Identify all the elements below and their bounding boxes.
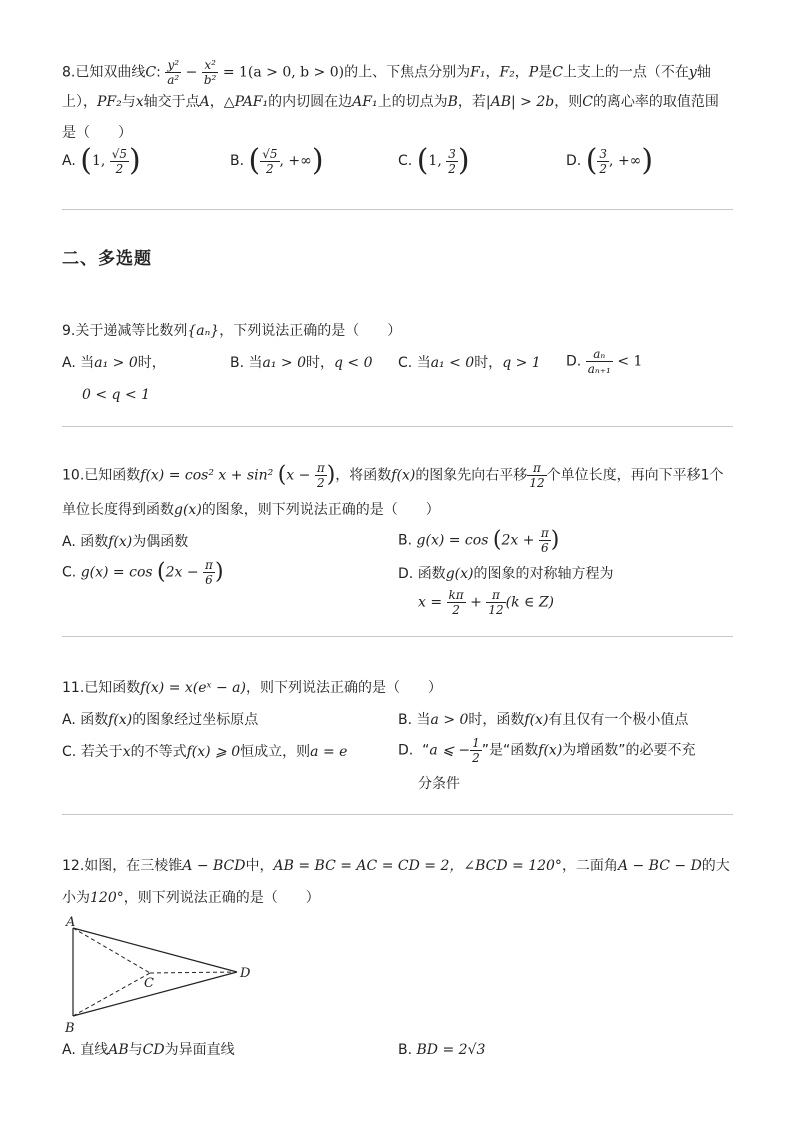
q9-option-c[interactable] xyxy=(398,353,541,373)
q8-text: 轴交于点 xyxy=(143,94,200,110)
edge-BD xyxy=(73,972,237,1016)
q9-b-cond: a₁ > 0 xyxy=(262,355,307,371)
q8-text: 是 xyxy=(538,64,553,81)
q8-var-PF2: PF₂ xyxy=(97,94,122,110)
q8-b-frac: $\frac{√5}{2}$ xyxy=(262,146,278,176)
q8-option-d[interactable]: D. ( $\frac{3}{2}$ , +∞) xyxy=(566,143,654,178)
q11-fx: f(x) = x(eˣ − a) xyxy=(140,680,246,696)
q8-a-frac: $\frac{√5}{2}$ xyxy=(111,146,128,176)
option-label: D. xyxy=(398,742,414,759)
q11-c-text2: 的不等式 xyxy=(130,744,187,760)
divider xyxy=(62,814,733,815)
q12-text: 12.如图，在三棱锥 xyxy=(62,858,183,874)
option-label: B. xyxy=(230,355,245,371)
q12-option-b[interactable] xyxy=(398,1040,485,1060)
option-label: B. xyxy=(398,1042,413,1058)
q9-c-cond: a₁ < 0 xyxy=(430,355,475,371)
divider xyxy=(62,209,733,210)
q8-option-a[interactable]: A. (1, $\frac{√5}{2}$ ) xyxy=(62,143,141,178)
vertex-label-C: C xyxy=(144,976,154,991)
q9-text: ，下列说法正确的是（ ） xyxy=(219,323,402,339)
vertex-label-B: B xyxy=(65,1021,75,1036)
q10-stem-line2 xyxy=(62,500,440,520)
q9-option-b[interactable] xyxy=(230,353,373,373)
q10-option-c[interactable]: C. g(x) = cos (2x − $\frac{\pi}{6}$ ) xyxy=(62,558,224,587)
q9-sequence: {aₙ} xyxy=(187,323,220,339)
q12-text: ，则下列说法正确的是（ ） xyxy=(123,890,320,906)
q10-frac-pi12: $\frac{\pi}{12}$ xyxy=(529,461,545,490)
q11-text: 11.已知函数 xyxy=(62,680,141,696)
q12-stem-line2 xyxy=(62,888,320,908)
option-label: A. xyxy=(62,355,76,371)
q8-var-P: P xyxy=(528,64,539,81)
q11-text: ，则下列说法正确的是（ ） xyxy=(245,680,442,696)
q8-frac-x2b2: $\frac{\text{x²}}{\text{b²}}$ xyxy=(203,58,217,87)
q9-a-text: 当 xyxy=(80,355,95,371)
q9-c-text: 当 xyxy=(416,355,431,371)
q9-option-d[interactable] xyxy=(566,347,642,376)
q8-var-x: x xyxy=(135,94,144,110)
q11-c-text3: 恒成立，则 xyxy=(240,744,311,760)
option-label: D. xyxy=(566,153,582,169)
q9-c-text2: 时， xyxy=(474,355,503,371)
q9-d-lt: < 1 xyxy=(617,353,643,370)
q9-a-text2: 时， xyxy=(137,355,166,371)
q10-text: 10.已知函数 xyxy=(62,467,141,484)
q10-option-b[interactable]: B. g(x) = cos (2x + $\frac{\pi}{6}$ ) xyxy=(398,526,560,555)
edge-BC xyxy=(73,973,150,1016)
q12-text: 中， xyxy=(245,858,274,874)
q11-stem xyxy=(62,678,442,698)
q11-option-c[interactable] xyxy=(62,742,347,762)
q8-stem-line3: 是（ ） xyxy=(62,125,132,141)
q11-a-text: 函数 xyxy=(80,712,109,728)
q11-b-fx: f(x) xyxy=(524,712,549,728)
q8-var-AF1: AF₁ xyxy=(352,94,378,110)
q8-option-c[interactable]: C. (1, $\frac{3}{2}$ ) xyxy=(398,143,470,178)
q11-d-text: ”是“函数 xyxy=(481,742,539,759)
q9-b-text2: 时， xyxy=(306,355,335,371)
q9-b-text: 当 xyxy=(248,355,263,371)
option-label: B. xyxy=(398,532,413,549)
q8-text: 8.已知双曲线 xyxy=(62,64,146,81)
q9-option-a[interactable] xyxy=(62,353,166,373)
q8-var-y: y xyxy=(688,64,697,81)
q8-text: 与 xyxy=(121,94,136,110)
q9-a-result: 0 < q < 1 xyxy=(82,387,151,403)
q11-c-text: 若关于 xyxy=(80,744,123,760)
q11-d-cond: a ⩽ − xyxy=(429,742,471,759)
q8-condition: |AB| > 2b xyxy=(485,94,555,110)
option-label: A. xyxy=(62,153,76,169)
q12-b-eq: BD = 2√3 xyxy=(416,1042,486,1058)
edge-CD xyxy=(150,972,237,973)
q8-option-b[interactable]: B. ( $\frac{√5}{2}$ , +∞) xyxy=(230,143,324,178)
q11-option-a[interactable] xyxy=(62,710,258,730)
q11-b-text3: 有且仅有一个极小值点 xyxy=(548,712,689,728)
q11-d-quote: “ xyxy=(422,742,430,759)
q10-d-frac-pi12: $\frac{\pi}{12}$ xyxy=(488,588,504,617)
q10-c-eq: g(x) = cos xyxy=(80,564,153,581)
q10-a-text: 函数 xyxy=(80,534,109,550)
q12-text: 小为 xyxy=(62,890,90,906)
q10-text: 单位长度得到函数 xyxy=(62,502,174,518)
q12-text: 的大 xyxy=(701,858,730,874)
q8-var-C: C xyxy=(552,64,563,81)
q10-d-text2: 的图象的对称轴方程为 xyxy=(473,566,614,582)
q9-option-a-line2 xyxy=(82,385,150,405)
q11-option-d[interactable] xyxy=(398,736,696,765)
q11-d-text2: 为增函数”的必要不充 xyxy=(562,742,696,759)
q10-fx2: f(x) xyxy=(391,467,416,484)
edge-AD xyxy=(73,928,237,972)
q11-b-cond: a > 0 xyxy=(430,712,469,728)
q12-figure-tetrahedron xyxy=(60,912,260,1036)
q12-a-text2: 与 xyxy=(128,1042,143,1058)
q8-var-C: C xyxy=(145,64,157,81)
q8-frac-y2a2: $\frac{\text{y²}}{\text{a²}}$ xyxy=(167,58,180,87)
q11-d-fx: f(x) xyxy=(538,742,563,759)
q11-c-result: a = e xyxy=(310,744,348,760)
q10-d-eq-x: x = xyxy=(418,594,443,611)
q8-d-frac: $\frac{3}{2}$ xyxy=(599,146,608,176)
q8-c-frac: $\frac{3}{2}$ xyxy=(448,146,456,176)
option-label: D. xyxy=(398,566,414,582)
q10-text: 的图象先向右平移 xyxy=(415,467,528,484)
q10-option-a[interactable] xyxy=(62,532,188,552)
vertex-label-D: D xyxy=(240,966,251,981)
q11-c-ineq: f(x) ⩾ 0 xyxy=(186,744,241,760)
q8-text: 轴 xyxy=(696,64,711,81)
q10-gx: g(x) xyxy=(174,502,202,518)
option-label: D. xyxy=(566,353,582,370)
q10-b-eq: g(x) = cos xyxy=(416,532,489,549)
option-label: A. xyxy=(62,534,76,550)
q9-text: 9.关于递减等比数列 xyxy=(62,323,188,339)
q8-eq-rest: = 1(a > 0, b > 0) xyxy=(222,64,345,81)
q8-text: ，若 xyxy=(457,94,486,110)
q9-b-result: q < 0 xyxy=(334,355,373,371)
q11-b-text2: 时，函数 xyxy=(468,712,525,728)
q11-d-frac: $\frac{1}{2}$ xyxy=(472,736,480,765)
q12-option-a[interactable]: A. 直线AB与CD为异面直线 xyxy=(62,1042,235,1058)
q9-c-result: q > 1 xyxy=(502,355,541,371)
q8-stem-line1: 8.已知双曲线C: $\frac{\text{y²}}{\text{a²}}$ − $\frac{\text{x²}}{\text{b²}}$ = 1(a > 0, b > 0)的上、下焦点分别为F₁，F₂，P是C上支上的一点（不在y轴 xyxy=(62,58,711,87)
option-label: C. xyxy=(62,564,77,581)
divider xyxy=(62,426,733,427)
q8-text: 上的切点为 xyxy=(377,94,448,110)
q11-b-text: 当 xyxy=(416,712,431,728)
option-label: C. xyxy=(398,153,413,169)
q8-var-F1: F₁ xyxy=(470,64,486,81)
divider xyxy=(62,636,733,637)
q12-text: ，二面角 xyxy=(561,858,618,874)
option-label: C. xyxy=(398,355,413,371)
q10-frac-pi2: $\frac{\pi}{2}$ xyxy=(316,461,325,490)
q8-text: 的离心率的取值范围 xyxy=(592,94,719,110)
q10-c-frac: $\frac{\pi}{6}$ xyxy=(205,558,213,587)
q8-stem-line2 xyxy=(62,92,719,112)
q8-text: 的上、下焦点分别为 xyxy=(344,64,471,81)
q8-text: ，则 xyxy=(554,94,583,110)
q12-equalities: AB = BC = AC = CD = 2 xyxy=(273,858,450,874)
q12-stem-line1 xyxy=(62,856,730,876)
q12-a-text: 直线 xyxy=(80,1042,109,1058)
q9-stem xyxy=(62,321,401,341)
edge-AC xyxy=(73,928,150,973)
option-label: B. xyxy=(398,712,413,728)
q8-text: 的内切圆在边 xyxy=(268,94,353,110)
q8-colon: : xyxy=(156,64,161,81)
q10-d-eq-tail: (k ∈ Z) xyxy=(505,594,555,611)
q9-a-cond: a₁ > 0 xyxy=(94,355,138,371)
q8-var-PAF1: PAF₁ xyxy=(234,94,269,110)
q10-d-gx: g(x) xyxy=(445,566,474,582)
q10-text: 的图象，则下列说法正确的是（ ） xyxy=(201,502,440,518)
q10-b-frac: $\frac{\pi}{6}$ xyxy=(540,526,549,555)
q12-tetrahedron: A − BCD xyxy=(182,858,246,874)
q8-var-A: A xyxy=(199,94,210,110)
q10-a-text2: 为偶函数 xyxy=(132,534,189,550)
q10-fx: f(x) = cos² x + sin² xyxy=(140,467,274,484)
q10-d-frac-kpi2: $\frac{k\pi}{2}$ xyxy=(448,588,464,617)
q8-text: 上）， xyxy=(62,94,97,110)
option-label: A. xyxy=(62,712,76,728)
q12-angle: ，∠BCD = 120° xyxy=(449,858,562,874)
q12-a-text3: 为异面直线 xyxy=(164,1042,235,1058)
q10-option-d[interactable] xyxy=(398,564,613,584)
q11-option-d-line2: 分条件 xyxy=(418,776,460,792)
q11-option-b[interactable] xyxy=(398,710,688,730)
option-label: C. xyxy=(62,744,77,760)
q9-d-frac: $\frac{\text{aₙ}}{\text{aₙ₊₁}}$ xyxy=(587,347,611,376)
q8-var-B: B xyxy=(447,94,458,110)
q10-a-fx: f(x) xyxy=(108,534,133,550)
q11-c-x: x xyxy=(122,744,131,760)
q12-dihedral: A − BC − D xyxy=(617,858,702,874)
q8-var-C: C xyxy=(582,94,593,110)
q10-text: 个单位长度，再向下平移1个 xyxy=(546,467,724,484)
q10-text: ，将函数 xyxy=(335,467,392,484)
q10-option-d-line2: x = $\frac{k\pi}{2}$ + $\frac{\pi}{12}$ (k ∈ Z) xyxy=(418,588,555,617)
option-label: B. xyxy=(230,153,245,169)
q10-d-text: 函数 xyxy=(417,566,446,582)
vertex-label-A: A xyxy=(66,915,76,930)
q8-text: ，△ xyxy=(209,94,235,110)
q12-degree: 120° xyxy=(90,890,124,906)
q11-a-fx: f(x) xyxy=(108,712,133,728)
q8-text: 上支上的一点（不在 xyxy=(562,64,689,81)
section-heading: 二、多选题 xyxy=(62,249,152,269)
q10-stem-line1: 10.已知函数f(x) = cos² x + sin² (x − $\frac{\pi}{2}$ )，将函数f(x)的图象先向右平移 $\frac{\pi}{12}$ 个单位长度，再向下平移1个 xyxy=(62,461,724,490)
q11-a-text2: 的图象经过坐标原点 xyxy=(132,712,259,728)
q8-var-F2: F₂ xyxy=(499,64,515,81)
option-label: A. xyxy=(62,1042,76,1058)
